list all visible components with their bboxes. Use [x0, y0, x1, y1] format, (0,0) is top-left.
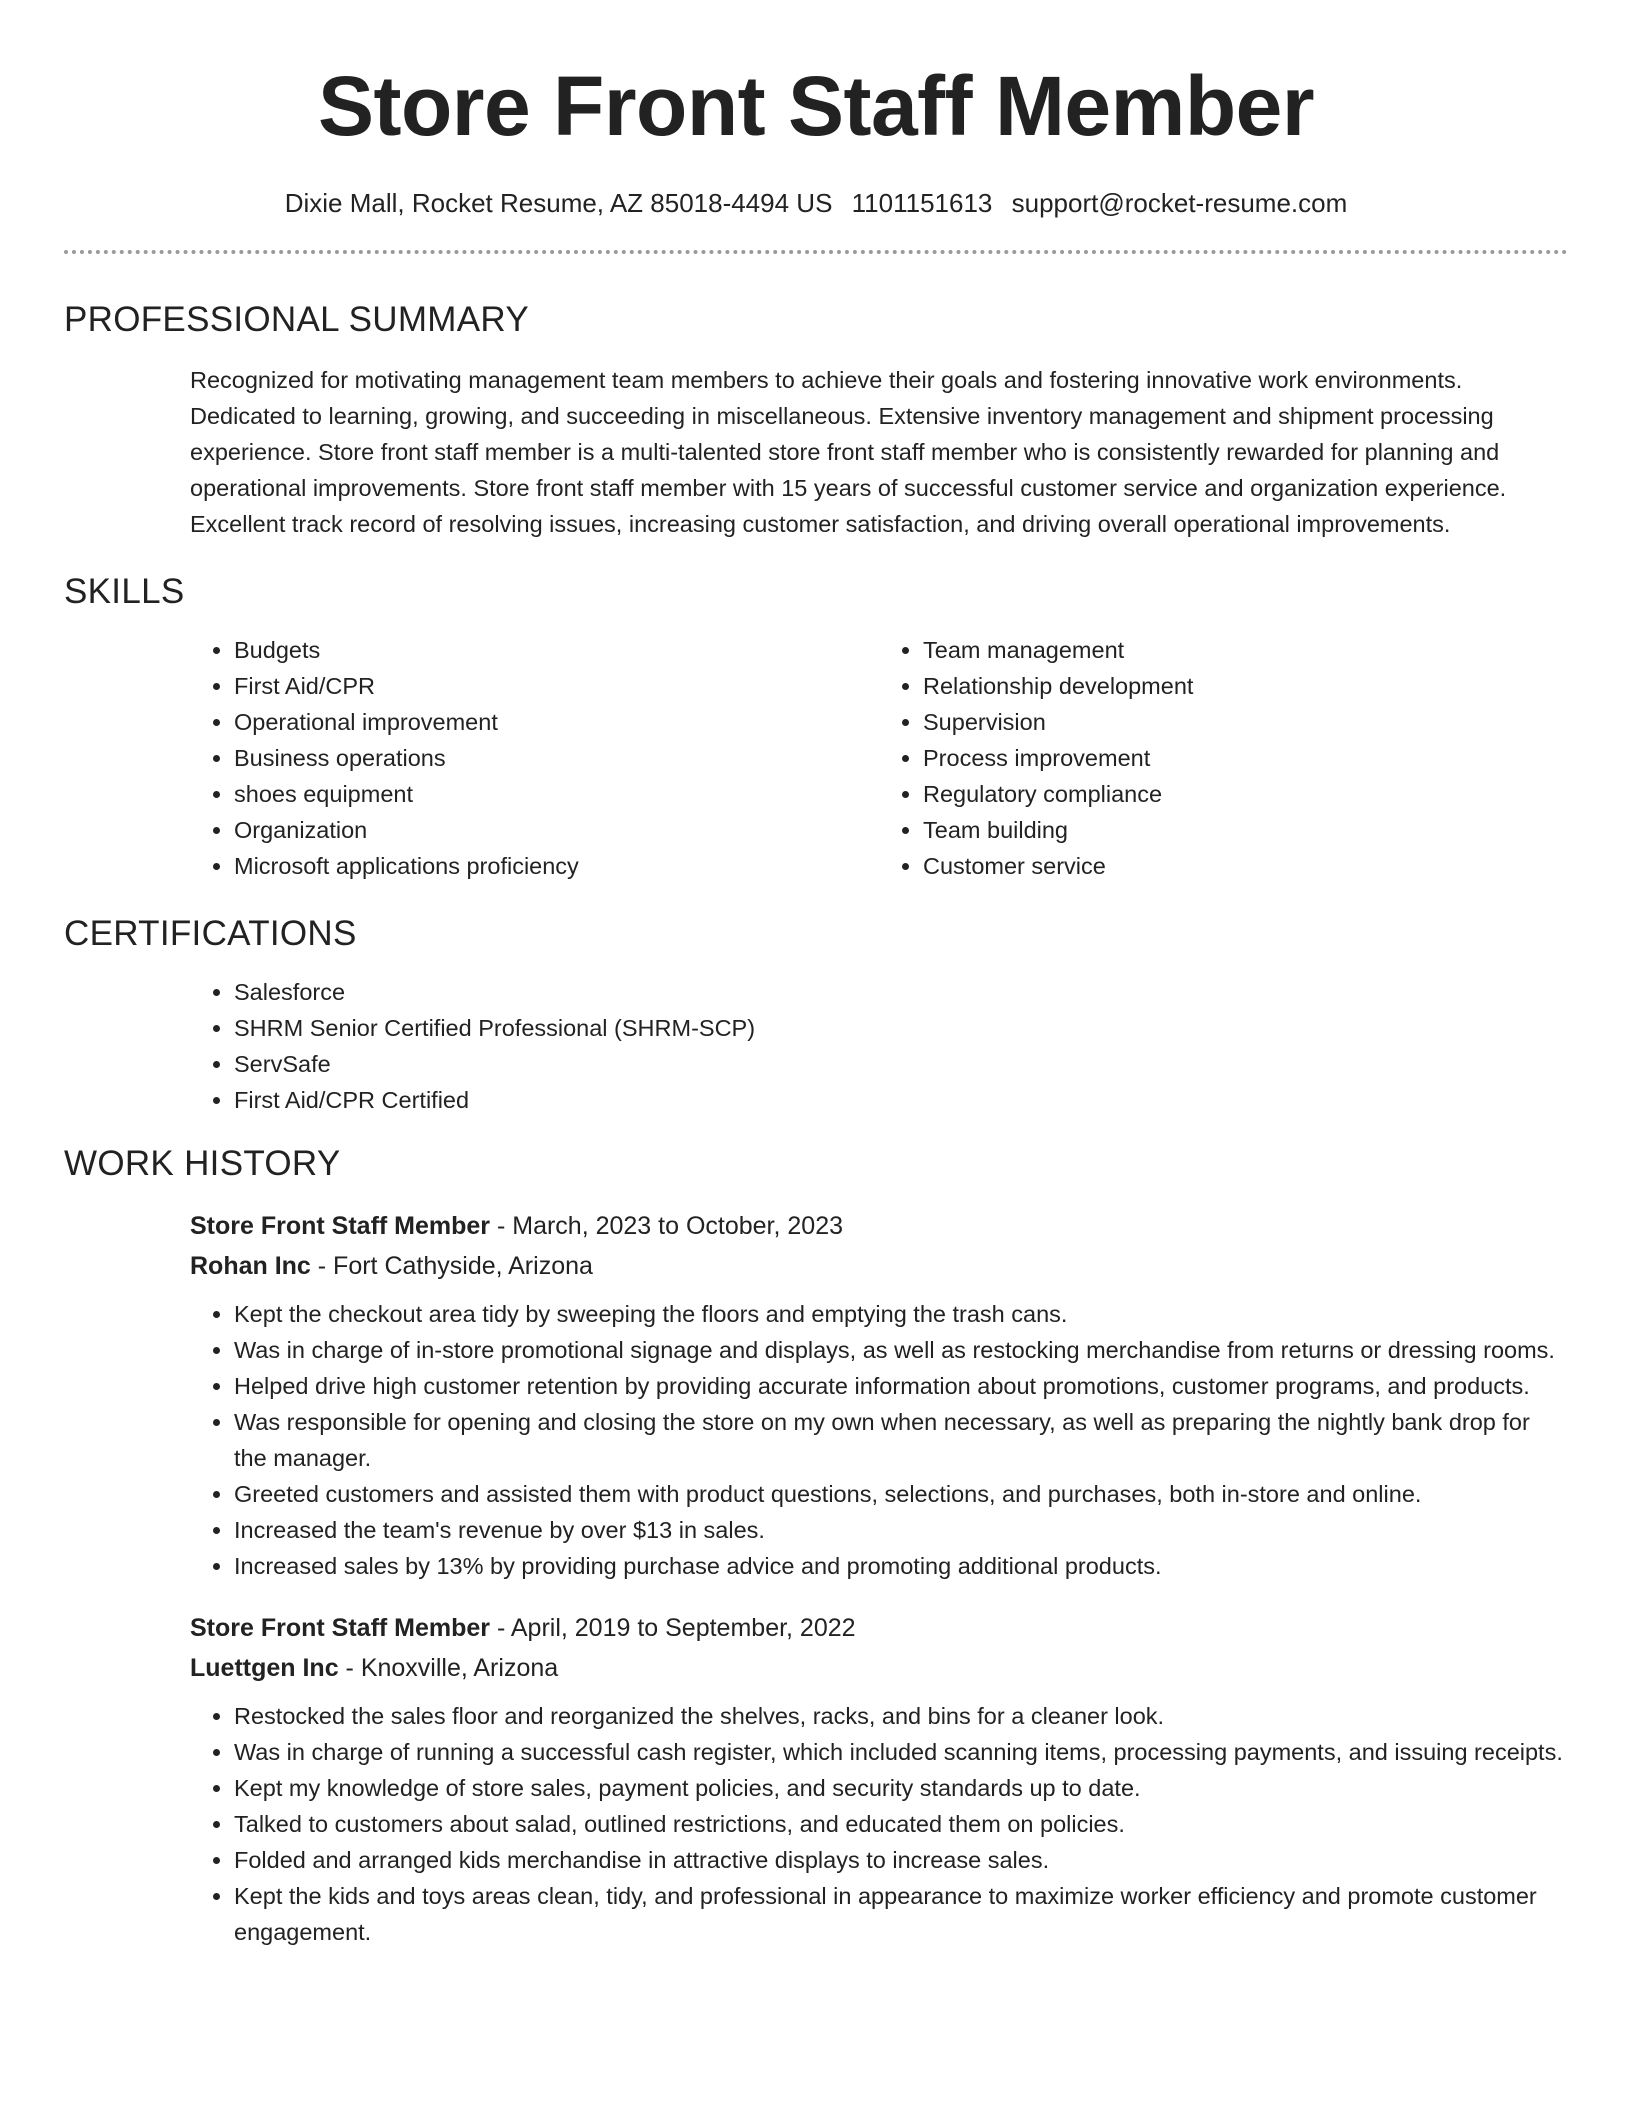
- summary-text: Recognized for motivating management team members to achieve their goals and fostering innovative work environments. Dedicated to learning, growing, and succeeding in miscellaneous. Extensive inventory management and shipment processing experience. Store front staff member is a multi-talented store front staff member who is consistently rewarded for planning and operational improvements. Store front staff member with 15 years of successful customer service and organization experience. Excellent track record of resolving issues, increasing customer satisfaction, and driving overall operational improvements.: [190, 367, 1507, 537]
- job-bullet: • Helped drive high customer retention by providing accurate information about promotions, customer programs, and products.: [234, 1368, 1568, 1404]
- resume-page: [64, 0, 1568, 1950]
- job-title-line: [190, 1206, 1568, 1246]
- job-title-line: [190, 1608, 1568, 1648]
- skill-item: • Microsoft applications proficiency: [234, 848, 879, 884]
- contact-line: [64, 186, 1568, 220]
- job-bullet: • Talked to customers about salad, outlined restrictions, and educated them on policies.: [234, 1806, 1568, 1842]
- job-bullets: [190, 1698, 1568, 1950]
- skill-item: • Business operations: [234, 740, 879, 776]
- job-bullet: • Was in charge of in-store promotional signage and displays, as well as restocking merchandise from returns or dressing rooms.: [234, 1332, 1568, 1368]
- certifications-heading: CERTIFICATIONS: [64, 914, 357, 953]
- job-bullet: • Kept the checkout area tidy by sweeping the floors and emptying the trash cans.: [234, 1296, 1568, 1332]
- job-company: Luettgen Inc: [190, 1654, 339, 1682]
- skill-item: • shoes equipment: [234, 776, 879, 812]
- job-entry: [190, 1206, 1568, 1584]
- job-bullet: • Greeted customers and assisted them with product questions, selections, and purchases, both in-store and online.: [234, 1476, 1568, 1512]
- job-bullet: • Increased the team's revenue by over $13 in sales.: [234, 1512, 1568, 1548]
- skills-column-left: [190, 632, 879, 884]
- certification-item: • Salesforce: [234, 974, 1568, 1010]
- skill-item: • Supervision: [923, 704, 1568, 740]
- header-divider: [64, 250, 1568, 254]
- certifications-list: [190, 974, 1568, 1118]
- contact-address: Dixie Mall, Rocket Resume, AZ 85018-4494 US: [284, 188, 833, 218]
- job-location: - Knoxville, Arizona: [338, 1654, 559, 1682]
- work-history-heading: WORK HISTORY: [64, 1144, 341, 1183]
- skill-item: • Organization: [234, 812, 879, 848]
- job-role: Store Front Staff Member: [190, 1212, 491, 1240]
- job-entry: [190, 1608, 1568, 1950]
- skills-heading: SKILLS: [64, 572, 185, 611]
- job-dates: - April, 2019 to September, 2022: [490, 1614, 856, 1642]
- contact-phone: 1101151613: [851, 188, 993, 218]
- certification-item: • ServSafe: [234, 1046, 1568, 1082]
- resume-name: Store Front Staff Member: [317, 59, 1315, 153]
- job-location: - Fort Cathyside, Arizona: [310, 1252, 593, 1280]
- skills-list: [190, 632, 1568, 884]
- job-bullet: • Was responsible for opening and closing the store on my own when necessary, as well as preparing the nightly bank drop for the manager.: [234, 1404, 1568, 1476]
- summary-heading: PROFESSIONAL SUMMARY: [64, 300, 529, 339]
- job-bullet: • Was in charge of running a successful cash register, which included scanning items, processing payments, and issuing receipts.: [234, 1734, 1568, 1770]
- job-company: Rohan Inc: [190, 1252, 311, 1280]
- skill-item: • Budgets: [234, 632, 879, 668]
- job-bullet: • Folded and arranged kids merchandise in attractive displays to increase sales.: [234, 1842, 1568, 1878]
- skill-item: • Team management: [923, 632, 1568, 668]
- contact-email[interactable]: support@rocket-resume.com: [1011, 188, 1348, 218]
- job-bullet: • Kept the kids and toys areas clean, tidy, and professional in appearance to maximize worker efficiency and promote customer engagement.: [234, 1878, 1568, 1950]
- skill-item: • Customer service: [923, 848, 1568, 884]
- job-bullet: • Restocked the sales floor and reorganized the shelves, racks, and bins for a cleaner look.: [234, 1698, 1568, 1734]
- skill-item: • Process improvement: [923, 740, 1568, 776]
- certification-item: • SHRM Senior Certified Professional (SHRM-SCP): [234, 1010, 1568, 1046]
- certification-item: • First Aid/CPR Certified: [234, 1082, 1568, 1118]
- skill-item: • Team building: [923, 812, 1568, 848]
- job-bullets: [190, 1296, 1568, 1584]
- skill-item: • Operational improvement: [234, 704, 879, 740]
- job-company-line: [190, 1648, 1568, 1688]
- skill-item: • First Aid/CPR: [234, 668, 879, 704]
- job-company-line: [190, 1246, 1568, 1286]
- job-role: Store Front Staff Member: [190, 1614, 491, 1642]
- skill-item: • Regulatory compliance: [923, 776, 1568, 812]
- job-bullet: • Kept my knowledge of store sales, payment policies, and security standards up to date.: [234, 1770, 1568, 1806]
- skills-column-right: [879, 632, 1568, 884]
- job-dates: - March, 2023 to October, 2023: [490, 1212, 844, 1240]
- job-bullet: • Increased sales by 13% by providing purchase advice and promoting additional products.: [234, 1548, 1568, 1584]
- skill-item: • Relationship development: [923, 668, 1568, 704]
